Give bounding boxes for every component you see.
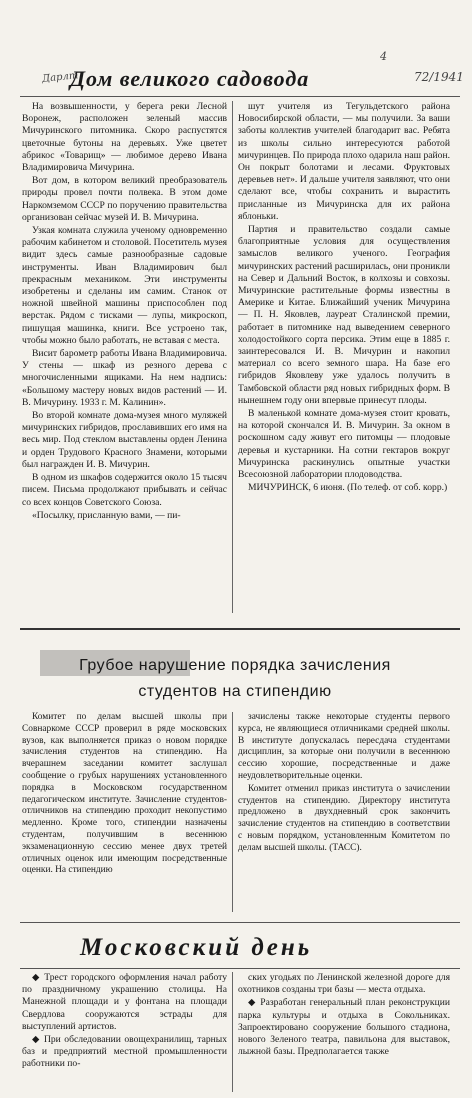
section-separator	[20, 628, 460, 630]
section-separator	[20, 922, 460, 923]
article3-column-2	[238, 972, 450, 1092]
paragraph: «Посылку, присланную вами, — пи-	[32, 509, 181, 521]
dateline: МИЧУРИНСК, 6 июня. (По телеф. от соб. корр.)	[248, 482, 448, 494]
article2-headline-line-2: студентов на стипендию	[138, 683, 332, 700]
paragraph: зачислены также некоторые студенты первого курса, не являющиеся отличниками средней школы. В институте допускалась пересдача студентами дисциплин, за которые они получили в весеннюю сессию хорошие, посредственные и даже неудовлетворительные оценки.	[238, 712, 450, 781]
paragraph: В маленькой комнате дома-музея стоит кровать, на которой скончался И. В. Мичурин. За окном в роскошном саду живут его питомцы — плодовые деревья и кустарники. На сотни гектаров вокруг Мичуринска раскинулись опытные участки Всесоюзной лаборатории плодоводства.	[238, 408, 450, 481]
handwritten-note: Дарлт	[41, 70, 79, 85]
column-divider	[232, 101, 233, 613]
article1-headline: Дом великого садовода	[70, 66, 310, 91]
paragraph: Комитет отменил приказ института о зачислении студентов на стипендию. Директору института предложено в двухдневный срок закончить зачисление студентов на стипендию в соответствии с новым порядком, установленным Комитетом по делам высшей школы. (ТАСС).	[238, 783, 450, 853]
paragraph: Партия и правительство создали самые благоприятные условия для осуществления замыслов великого ученого. География мичуринских растений расширилась, они проникли на Север и Дальний Восток, в колхозы и совхозы. Мичуринские растительные формы известны в Америке и Китае. Ближайший ученик Мичурина — П. Н. Яковлев, лауреат Сталинской премии, работает в питомнике над выведением северного холодостойкого сорта персика. Этим еще в 1885 г. заинтересовался И. В. Мичурин и накопил материал со всего земного шара. На базе его гибридов Яковлеву уже удалось получить в Тамбовской области ряд новых гибридных форм. В нынешнем году они впервые принесут плоды.	[238, 224, 450, 406]
column-divider	[232, 972, 233, 1092]
article1-column-2	[238, 101, 450, 613]
paragraph: В одном из шкафов содержится около 15 тысяч писем. Письма продолжают прибывать и сейчас со всех концов Советского Союза.	[22, 472, 227, 508]
paragraph: Узкая комната служила ученому одновременно рабочим кабинетом и столовой. Посетитель музея видит здесь самые разнообразные садовые инструменты. Иван Владимирович был прекрасным механиком. Эти инструменты изобретены и сделаны им самим. Станок от ножной швейной машины приспособлен под верстак. Рядом с тисками — лупы, микроскоп, пишущая машинка, книги. Все устроено так, чтобы можно было работать, не вставая с места.	[22, 225, 227, 346]
article2-column-1	[22, 712, 227, 912]
paragraph: ◆ При обследовании овощехранилищ, тарных баз и предприятий местной промышленности работники по-	[22, 1034, 227, 1070]
paragraph: Во второй комнате дома-музея много муляжей мичуринских гибридов, прославивших его имя на весь мир. Под стеклом выставлены орден Ленина и орден Трудового Красного Знамени, которыми был награжден И. В. Мичурин.	[22, 410, 227, 470]
article2-headline-line-1: Грубое нарушение порядка зачисления	[79, 657, 391, 674]
handwritten-corner-mark: 4	[380, 50, 387, 63]
paragraph: ◆ Разработан генеральный план реконструкции парка культуры и отдыха в Сокольниках. Запроектировано сооружение большого стадиона, нового Зеленого театра, павильона для выставок, лыжной базы. Предполагается также	[238, 997, 450, 1058]
article3-headline: Московский день	[80, 934, 313, 961]
paragraph: шут учителя из Тегульдетского района Новосибирской области, — мы получили. За ваши заботы коллектив учителей благодарит вас. Ребята из школы сильно интересуются работой мичуринцев. По природа плохо одарила наш район. Он покрыт болотами и лесами. Фруктовых деревьев нет». И дальше учителя заявляют, что они сделают все, чтобы сохранить и вырастить присланные из Мичуринска для их района яблоньки.	[238, 101, 450, 222]
article1-column-1	[22, 101, 227, 613]
handwritten-date: 72/1941	[414, 70, 464, 84]
paragraph: ских угодьях по Ленинской железной дороге для охотников созданы три базы — места отдыха.	[238, 972, 450, 996]
paragraph: Висит барометр работы Ивана Владимировича. У стены — шкаф из резного дерева с многочисленными ящиками. На нем надпись: «Большому мастеру новых видов растений — И. В. Мичурину. 1933 г. М. Калинин».	[22, 348, 227, 408]
paragraph: Комитет по делам высшей школы при Совнаркоме СССР проверил в ряде московских вузов, как выполняется приказ о новом порядке зачисления студентов на стипендию. На вчерашнем заседании комитет заслушал сообщение о грубых нарушениях установленного порядка в Московском государственном педагогическом институте. Зачисление студентов-отличников на стипендию проходит некопустимо медленно. Кроме того, стипендии назначены студентам, получившим в весеннюю экзаменационную сессию менее двух третей отличных оценок или имеющим посредственные оценки. На стипендию	[22, 712, 227, 876]
paragraph: ◆ Трест городского оформления начал работу по праздничному украшению столицы. На Манежной площади и у фонтана на площади Свердлова сооружаются эстрады для выступлений артистов.	[22, 972, 227, 1032]
headline-underline	[20, 968, 460, 969]
paragraph: На возвышенности, у берега реки Лесной Воронеж, расположен зеленый массив Мичуринского питомника. Скоро распустятся цветочные бутоны на деревьях. Уже цветет абрикос «Товарищ» — любимое дерево Ивана Владимировича Мичурина.	[22, 101, 227, 174]
article3-column-1	[22, 972, 227, 1092]
paragraph: Вот дом, в котором великий преобразователь природы провел почти полвека. В этом доме Наркомземом СССР по поручению правительства организован сейчас музей И. В. Мичурина.	[22, 175, 227, 223]
article2-column-2	[238, 712, 450, 912]
column-divider	[232, 712, 233, 912]
headline-underline	[20, 96, 460, 97]
